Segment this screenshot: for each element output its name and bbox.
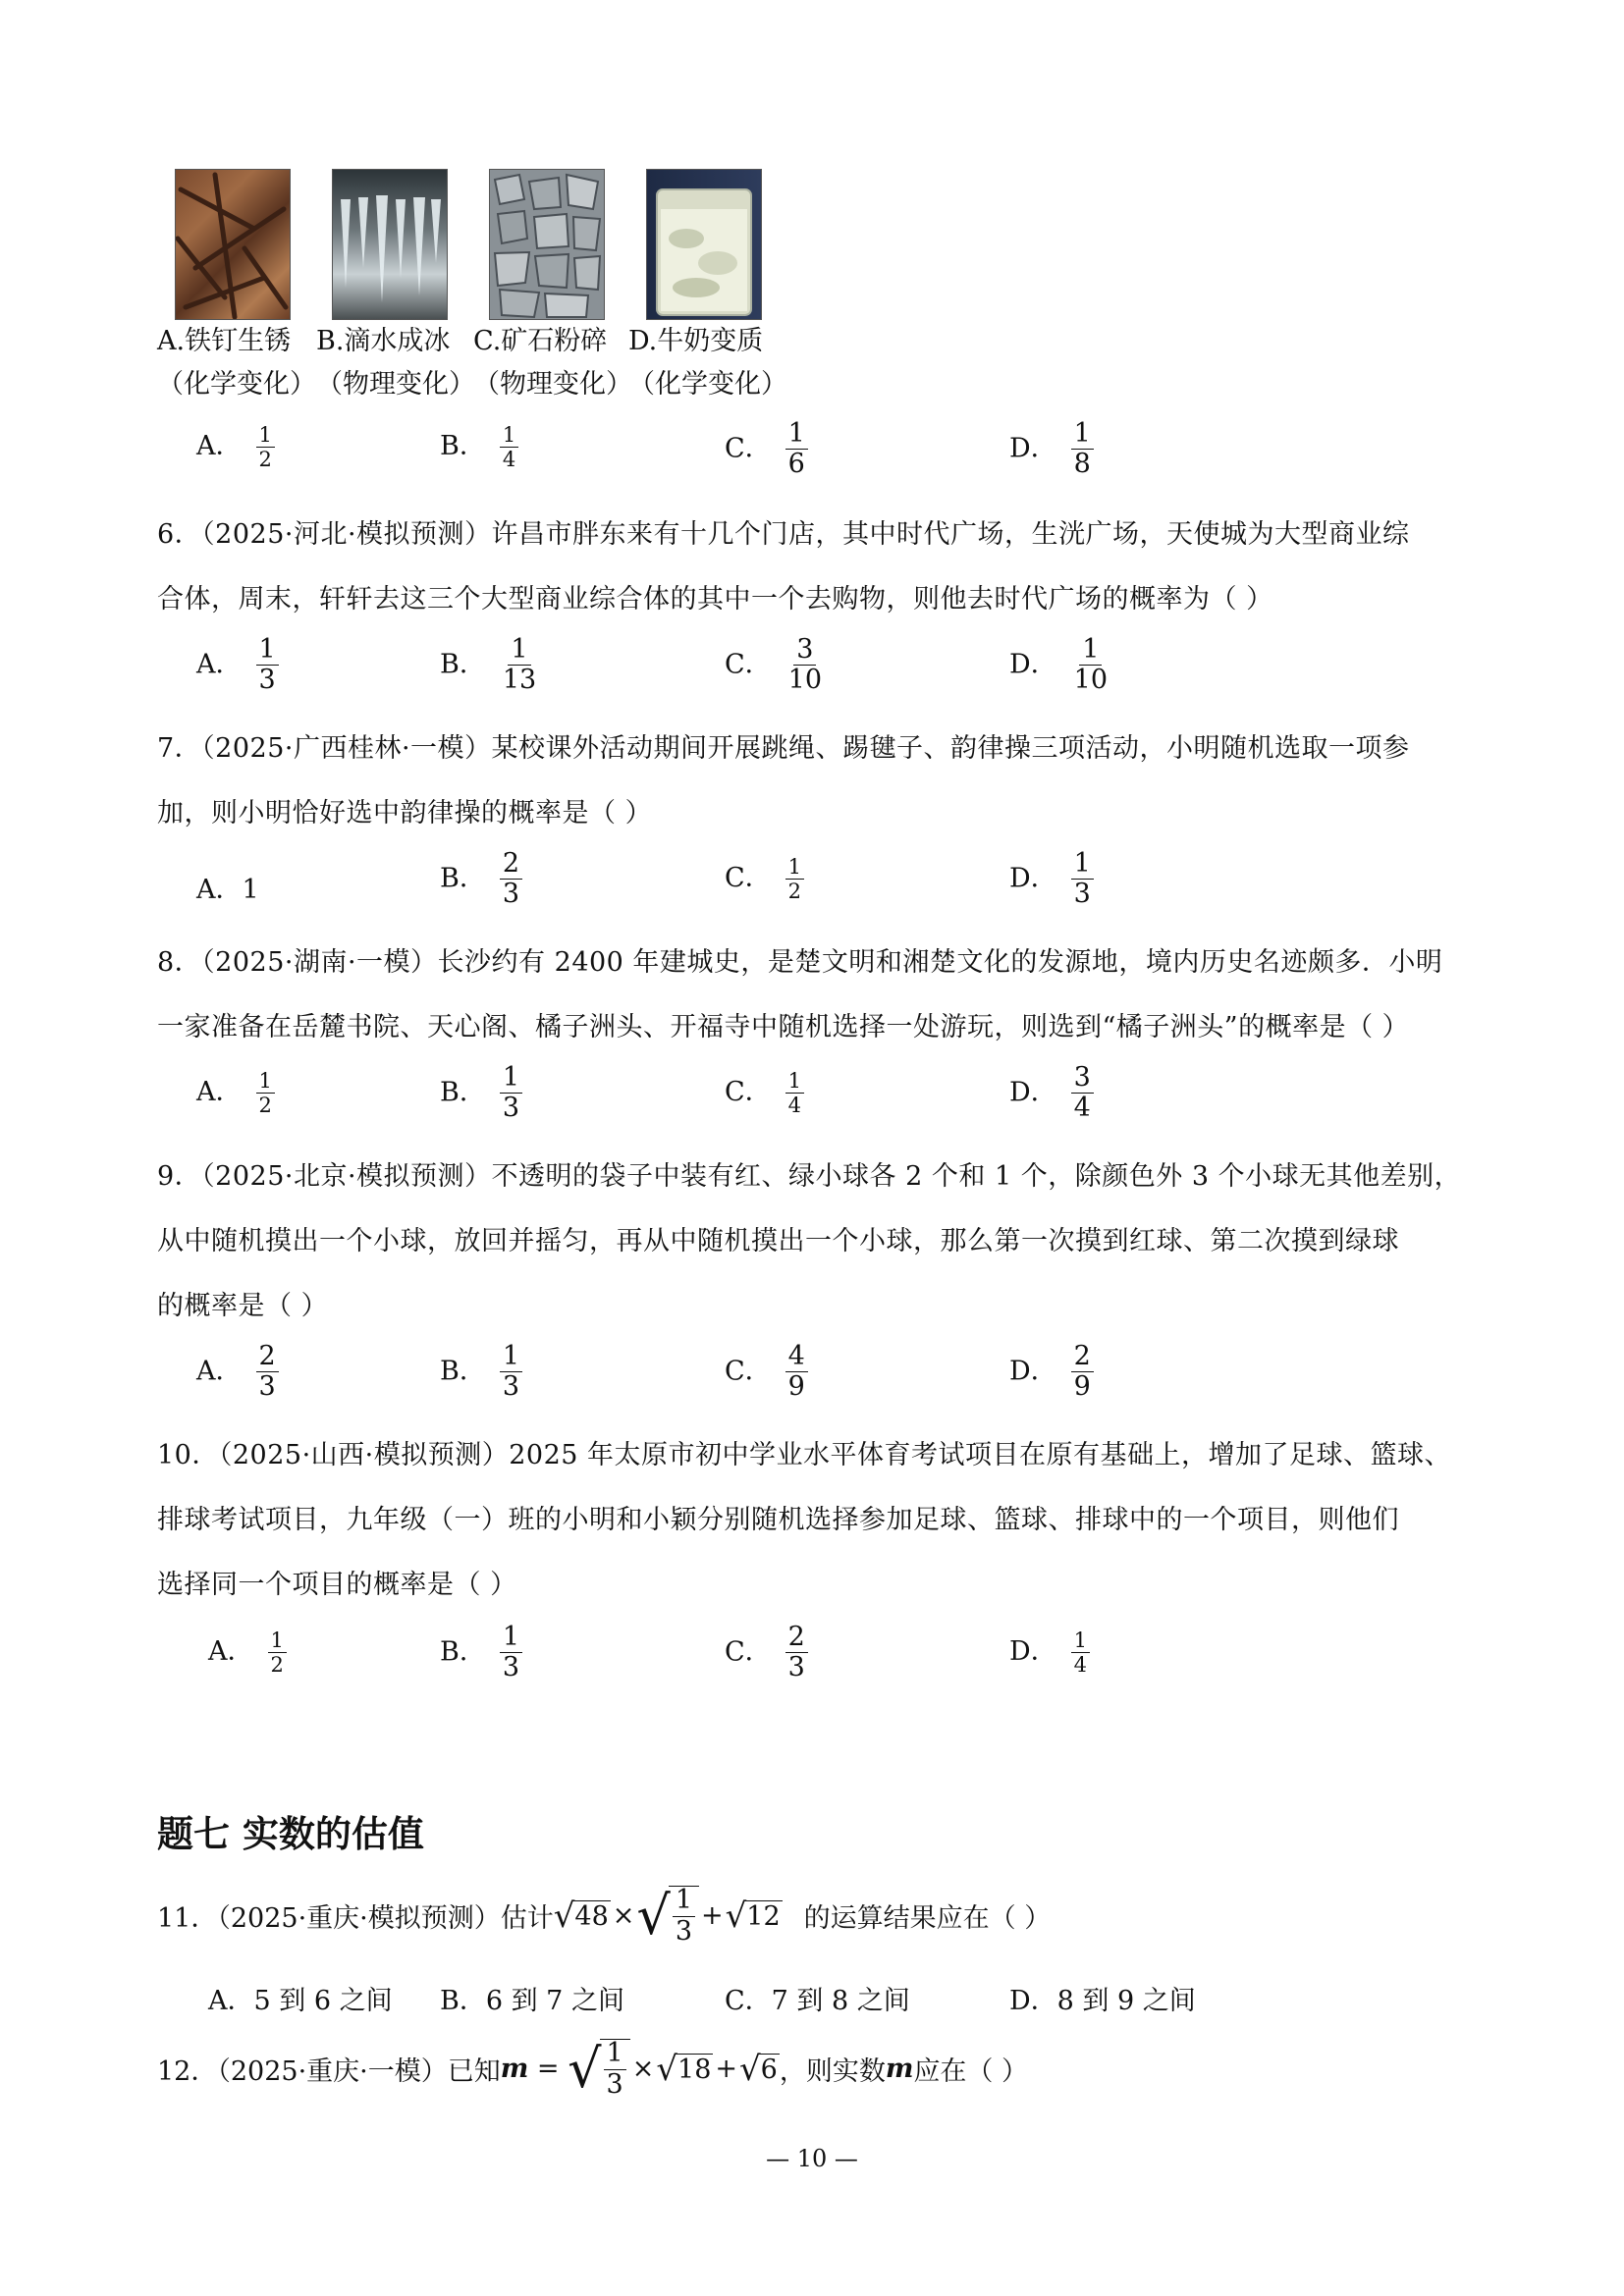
q11-stem: 11．（2025·重庆·模拟预测）估计 √ 48 × √ $\frac{1}{3}$ + √ 12 的运算结果应在（ ） [157, 1885, 1052, 1947]
q6-stem-line2: 合体，周末，轩轩去这三个大型商业综合体的其中一个去购物，则他去时代广场的概率为（ ） [157, 584, 1273, 614]
q7-option-d: D． $\frac{1}{3}$ [1009, 850, 1094, 909]
sqrt-symbol: √ [553, 1896, 575, 1936]
q5-option-d: D． $\frac{1}{8}$ [1009, 420, 1094, 479]
rusty-nails-icon [176, 170, 290, 319]
q7-stem-line2: 加，则小明恰好选中韵律操的概率是（ ） [157, 798, 653, 828]
q5-option-c: C． $\frac{1}{6}$ [725, 420, 808, 479]
image-caption-a: A.铁钉生锈 （化学变化） [157, 326, 316, 400]
image-caption-c: C.矿石粉碎 （物理变化） [473, 326, 632, 400]
q8-option-c: C． $\frac{1}{4}$ [725, 1070, 804, 1116]
q7-option-c: C． $\frac{1}{2}$ [725, 856, 804, 902]
icicles-icon [333, 170, 447, 319]
q12-stem: 12．（2025·重庆·一模）已知 m = √ $\frac{1}{3}$ × √ 18 + √ 6 ，则实数 m 应在（ ） [157, 2038, 1029, 2100]
q9-stem-line1: 9．（2025·北京·模拟预测）不透明的袋子中装有红、绿小球各 2 个和 1 个，除颜色外 3 个小球无其他差别， [157, 1161, 1462, 1192]
q6-stem-line1: 6．（2025·河北·模拟预测）许昌市胖东来有十几个门店，其中时代广场，生洸广场，天使城为大型商业综 [157, 519, 1410, 550]
sqrt-symbol: √ [636, 1885, 671, 1947]
q9-stem-line3: 的概率是（ ） [157, 1291, 329, 1321]
q9-option-b: B． $\frac{1}{3}$ [440, 1343, 522, 1402]
q10-option-b: B． $\frac{1}{3}$ [440, 1624, 522, 1682]
q6-option-d: D． $\frac{1}{10}$ [1009, 634, 1109, 696]
q9-option-c: C． $\frac{4}{9}$ [725, 1343, 808, 1402]
q7-option-a: A．1 [196, 875, 259, 905]
q9-option-a: A． $\frac{2}{3}$ [196, 1343, 279, 1402]
page-number: — 10 — [766, 2145, 858, 2172]
q6-option-a: A． $\frac{1}{3}$ [196, 636, 279, 695]
rusty-nails-photo [175, 169, 291, 320]
q9-stem-line2: 从中随机摸出一个小球，放回并摇匀，再从中随机摸出一个小球，那么第一次摸到红球、第二次摸到绿球 [157, 1226, 1399, 1256]
q7-stem-line1: 7．（2025·广西桂林·一模）某校课外活动期间开展跳绳、踢毽子、韵律操三项活动，小明随机选取一项参 [157, 733, 1410, 764]
q8-stem-line1: 8．（2025·湖南·一模）长沙约有 2400 年建城史，是楚文明和湘楚文化的发源地，境内历史名迹颇多．小明 [157, 947, 1443, 978]
q10-option-c: C． $\frac{2}{3}$ [725, 1624, 808, 1682]
sqrt-symbol: √ [725, 1896, 747, 1936]
q6-option-c: C． $\frac{3}{10}$ [725, 634, 823, 696]
q8-option-a: A． $\frac{1}{2}$ [196, 1070, 275, 1116]
q7-option-b: B． $\frac{2}{3}$ [440, 850, 522, 909]
q11-option-d: D．8 到 9 之间 [1009, 1986, 1196, 2016]
crushed-ore-icon [490, 170, 604, 319]
q10-option-d: D． $\frac{1}{4}$ [1009, 1629, 1090, 1676]
sqrt-symbol: √ [656, 2049, 678, 2089]
q8-option-b: B． $\frac{1}{3}$ [440, 1064, 522, 1123]
crushed-ore-photo [489, 169, 605, 320]
q10-option-a: A． $\frac{1}{2}$ [208, 1629, 287, 1676]
q5-option-a: A． $\frac{1}{2}$ [196, 424, 275, 470]
q8-stem-line2: 一家准备在岳麓书院、天心阁、橘子洲头、开福寺中随机选择一处游玩，则选到“橘子洲头”的概率是（ ） [157, 1012, 1410, 1042]
sqrt-symbol: √ [568, 2038, 602, 2100]
icicles-photo [332, 169, 448, 320]
q8-option-d: D． $\frac{3}{4}$ [1009, 1064, 1094, 1123]
spoiled-milk-icon [647, 170, 761, 319]
image-caption-d: D.牛奶变质 （化学变化） [628, 326, 787, 400]
image-caption-b: B.滴水成冰 （物理变化） [316, 326, 475, 400]
sqrt-symbol: √ [739, 2049, 761, 2089]
q9-option-d: D． $\frac{2}{9}$ [1009, 1343, 1094, 1402]
q10-stem-line3: 选择同一个项目的概率是（ ） [157, 1570, 517, 1600]
q11-option-b: B．6 到 7 之间 [440, 1986, 624, 2016]
q10-stem-line2: 排球考试项目，九年级（一）班的小明和小颖分别随机选择参加足球、篮球、排球中的一个项目，则他们 [157, 1505, 1399, 1535]
section-title: 题七 实数的估值 [157, 1813, 424, 1855]
q10-stem-line1: 10．（2025·山西·模拟预测）2025 年太原市初中学业水平体育考试项目在原有基础上，增加了足球、篮球、 [157, 1440, 1452, 1470]
q11-option-a: A．5 到 6 之间 [208, 1986, 393, 2016]
q11-option-c: C．7 到 8 之间 [725, 1986, 910, 2016]
q6-option-b: B． $\frac{1}{13}$ [440, 634, 537, 696]
spoiled-milk-photo [646, 169, 762, 320]
q5-option-b: B． $\frac{1}{4}$ [440, 424, 518, 470]
